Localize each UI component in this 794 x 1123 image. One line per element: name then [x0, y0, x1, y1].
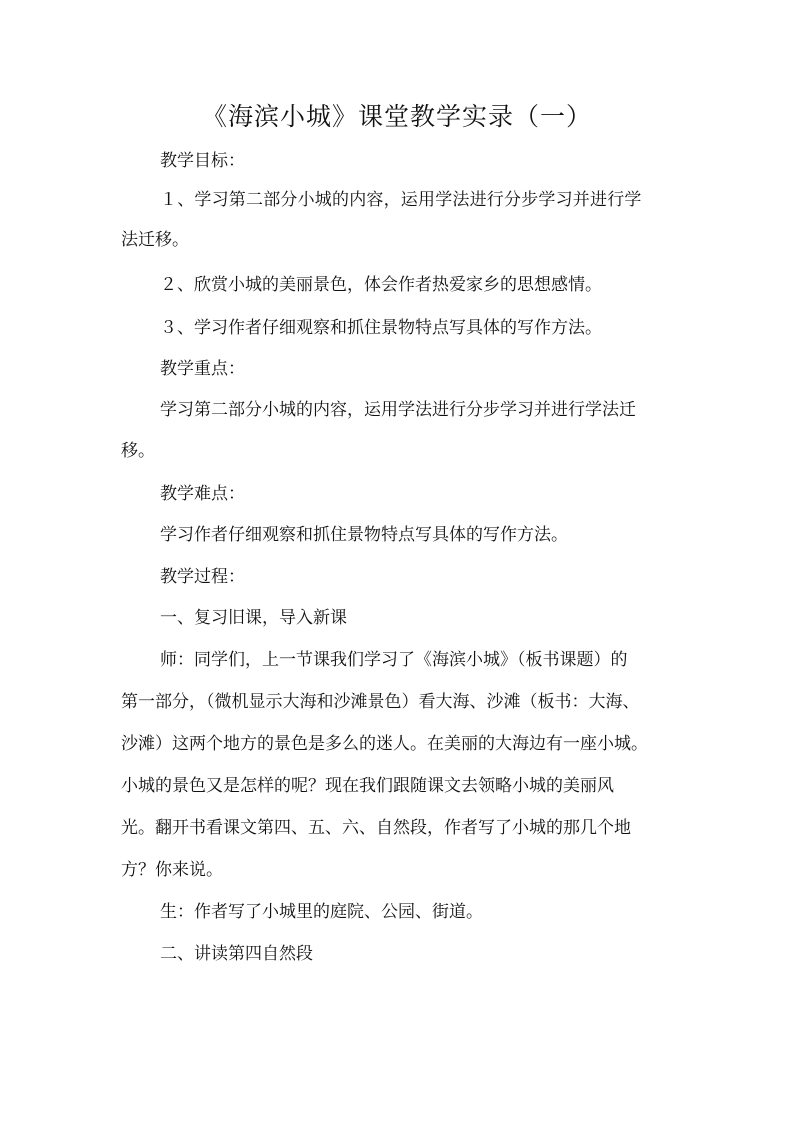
difficulties-text: 学习作者仔细观察和抓住景物特点写具体的写作方法。 — [160, 525, 568, 545]
section-2-heading: 二、讲读第四自然段 — [160, 944, 313, 964]
section-1-heading: 一、复习旧课，导入新课 — [160, 608, 347, 628]
key-points-heading: 教学重点： — [160, 359, 245, 379]
teacher-line-4: 小城的景色又是怎样的呢？现在我们跟随课文去领略小城的美丽风 — [121, 776, 614, 796]
key-points-line-1: 学习第二部分小城的内容，运用学法进行分步学习并进行学法迁 — [160, 400, 636, 420]
objective-1-line-1: １、学习第二部分小城的内容，运用学法进行分步学习并进行学 — [160, 190, 642, 210]
teacher-line-5: 光。翻开书看课文第四、五、六、自然段，作者写了小城的那几个地 — [121, 818, 631, 838]
teacher-line-2: 第一部分，（微机显示大海和沙滩景色）看大海、沙滩（板书：大海、 — [121, 692, 640, 712]
objective-2: ２、欣赏小城的美丽景色，体会作者热爱家乡的思想感情。 — [160, 275, 602, 295]
difficulties-heading: 教学难点： — [160, 484, 245, 504]
student-answer: 生：作者写了小城里的庭院、公园、街道。 — [160, 902, 483, 922]
teacher-line-6: 方？你来说。 — [121, 860, 223, 880]
objective-3: ３、学习作者仔细观察和抓住景物特点写具体的写作方法。 — [160, 318, 602, 338]
teacher-line-1: 师：同学们，上一节课我们学习了《海滨小城》（板书课题）的 — [160, 650, 628, 670]
process-heading: 教学过程： — [160, 567, 245, 587]
key-points-line-2: 移。 — [121, 441, 155, 461]
objective-1-line-2: 法迁移。 — [121, 230, 189, 250]
page-title: 《海滨小城》课堂教学实录（一） — [201, 102, 592, 131]
objectives-heading: 教学目标： — [160, 151, 245, 171]
teacher-line-3: 沙滩）这两个地方的景色是多么的迷人。在美丽的大海边有一座小城。 — [121, 734, 648, 754]
